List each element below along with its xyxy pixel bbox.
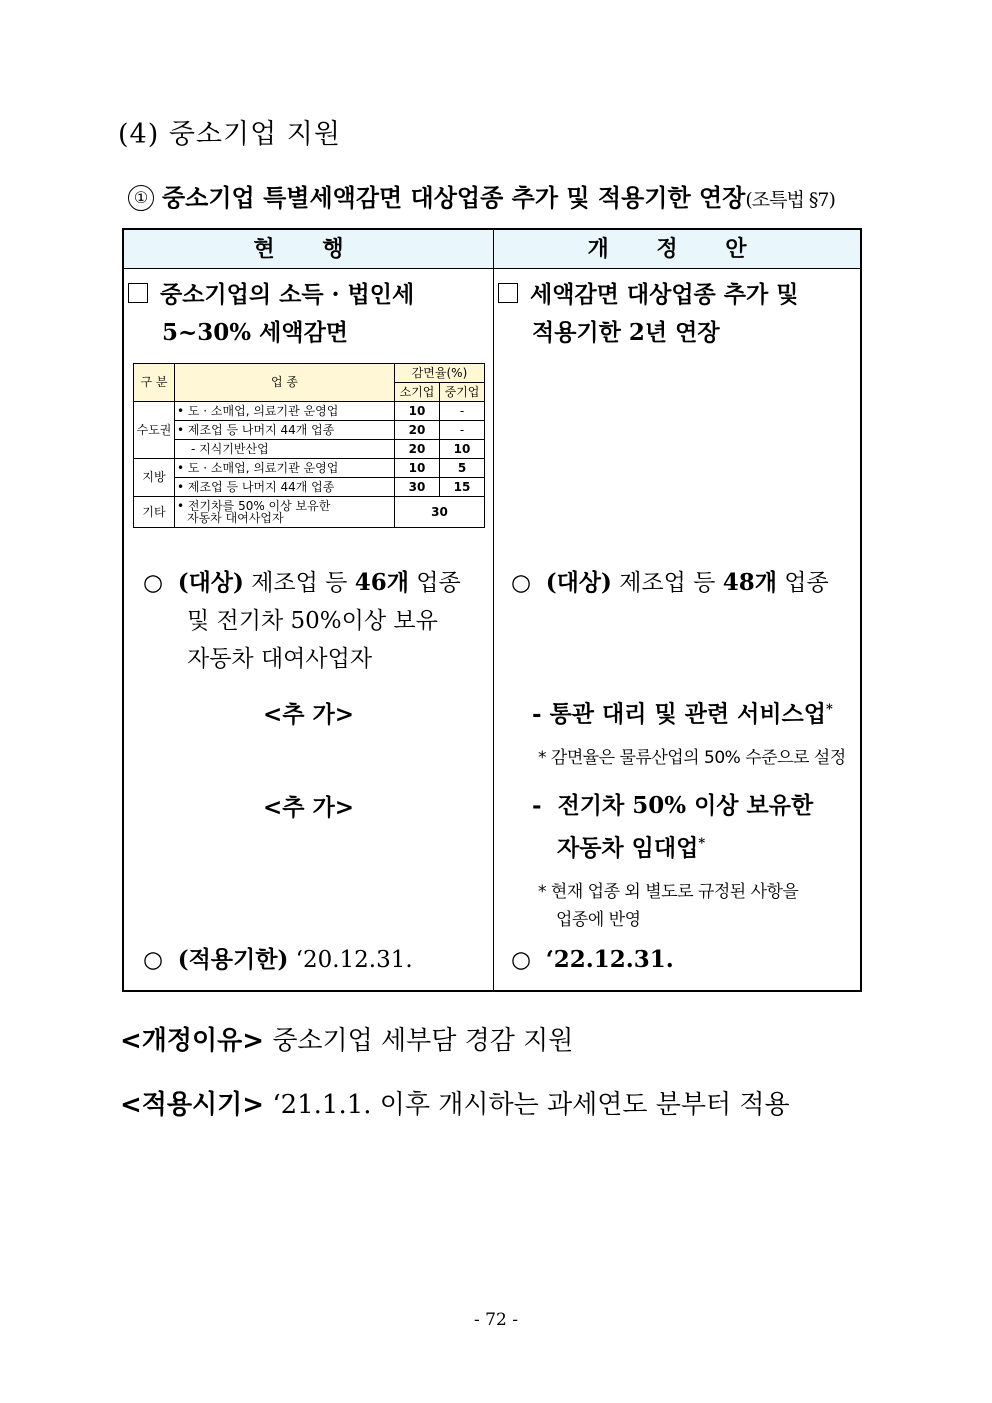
section-title: (4) 중소기업 지원 xyxy=(118,119,341,150)
revision-reason-text: 중소기업 세부담 경감 지원 xyxy=(272,1026,574,1056)
subsection-title-text: 중소기업 특별세액감면 대상업종 추가 및 적용기한 연장 xyxy=(162,183,746,212)
rate-combined: 30 xyxy=(395,497,485,528)
rate-industry: - 지식기반산업 xyxy=(175,440,395,459)
revised-lead-line2: 적용기한 2년 연장 xyxy=(532,319,720,346)
revised-target-count: 48개 xyxy=(722,569,777,596)
rate-industry-line1: • 전기차를 50% 이상 보유한 xyxy=(177,499,331,513)
table-row xyxy=(134,478,485,497)
rate-table-col-medium: 중기업 xyxy=(440,383,485,402)
revised-note2-line2: 업종에 반영 xyxy=(556,910,641,930)
revised-lead xyxy=(498,276,860,352)
revised-item2-dash: - xyxy=(532,792,542,819)
header-current: 현 행 xyxy=(253,236,364,262)
checkbox-square-icon xyxy=(128,283,148,303)
rate-industry xyxy=(175,497,395,528)
rate-medium: 10 xyxy=(440,440,485,459)
revision-reason-label: <개정이유> xyxy=(120,1026,265,1056)
revised-target-text-b: 업종 xyxy=(784,570,829,596)
current-lead xyxy=(128,276,490,352)
revised-note-1: * 감면율은 물류산업의 50% 수준으로 설정 xyxy=(538,748,846,768)
rate-group-regional: 지방 xyxy=(134,459,175,497)
revised-deadline-value: ‘22.12.31. xyxy=(545,946,674,973)
rate-industry: • 제조업 등 나머지 44개 업종 xyxy=(175,421,395,440)
rate-group-other: 기타 xyxy=(134,497,175,528)
revised-note2-line1: * 현재 업종 외 별도로 규정된 사항을 xyxy=(538,882,799,902)
current-target-line2: 및 전기차 50%이상 보유 xyxy=(187,608,438,634)
rate-table-col-category: 구 분 xyxy=(134,364,175,402)
revised-item1-mark: * xyxy=(826,702,833,717)
rate-small: 30 xyxy=(395,478,440,497)
current-deadline-label: (적용기한) xyxy=(177,946,289,973)
current-target-text-b: 업종 xyxy=(416,570,461,596)
current-add-2: <추 가> xyxy=(263,794,354,821)
subsection-ref: (조특법 §7) xyxy=(745,189,835,211)
current-target-label: (대상) xyxy=(177,569,244,596)
effective-date-label: <적용시기> xyxy=(120,1090,265,1120)
rate-medium: 5 xyxy=(440,459,485,478)
rate-small: 10 xyxy=(395,459,440,478)
current-target xyxy=(143,564,493,678)
table-row xyxy=(134,421,485,440)
rate-industry: • 도 · 소매업, 의료기관 운영업 xyxy=(175,459,395,478)
rate-table-col-industry: 업 종 xyxy=(175,364,395,402)
rate-group-capital: 수도권 xyxy=(134,402,175,459)
current-add-1: <추 가> xyxy=(263,701,354,728)
bullet-circle-icon: ○ xyxy=(511,947,532,973)
revised-note-2 xyxy=(538,878,798,934)
subsection-number: ① xyxy=(128,185,154,211)
table-row xyxy=(134,459,485,478)
rate-medium: 15 xyxy=(440,478,485,497)
rate-small: 10 xyxy=(395,402,440,421)
current-lead-line1: 중소기업의 소득 · 법인세 xyxy=(160,281,415,308)
revised-item-ev-rental xyxy=(532,787,813,868)
current-target-line3: 자동차 대여사업자 xyxy=(187,646,373,672)
subsection-title xyxy=(128,178,835,213)
table-row xyxy=(134,440,485,459)
table-row xyxy=(134,402,485,421)
rate-medium: - xyxy=(440,421,485,440)
current-target-text-a: 제조업 등 xyxy=(251,570,348,596)
rate-table-col-rate: 감면율(%) xyxy=(395,364,485,383)
bullet-circle-icon: ○ xyxy=(511,570,532,596)
revised-item1-text: 통관 대리 및 관련 서비스업 xyxy=(549,700,826,728)
revised-item1-dash: - xyxy=(532,700,542,728)
column-divider xyxy=(493,228,494,992)
revised-item2-line2: 자동차 임대업 xyxy=(557,834,699,862)
current-lead-line2: 5~30% 세액감면 xyxy=(162,319,349,346)
revised-item2-mark: * xyxy=(698,836,706,851)
revision-reason xyxy=(120,1020,573,1057)
revised-item-customs xyxy=(532,691,833,734)
current-target-count: 46개 xyxy=(354,569,409,596)
current-deadline-value: ‘20.12.31. xyxy=(295,947,413,973)
revised-target-label: (대상) xyxy=(545,569,612,596)
table-row xyxy=(134,497,485,528)
revised-deadline xyxy=(511,941,674,979)
effective-date-text: ‘21.1.1. 이후 개시하는 과세연도 분부터 적용 xyxy=(272,1090,790,1120)
rate-table-col-small: 소기업 xyxy=(395,383,440,402)
rate-industry: • 도 · 소매업, 의료기관 운영업 xyxy=(175,402,395,421)
checkbox-square-icon xyxy=(498,283,518,303)
rate-industry-line2: 자동차 대여사업자 xyxy=(187,511,284,525)
rate-small: 20 xyxy=(395,421,440,440)
current-deadline xyxy=(143,941,413,979)
rate-table xyxy=(133,363,485,528)
rate-small: 20 xyxy=(395,440,440,459)
bullet-circle-icon: ○ xyxy=(143,947,164,973)
rate-medium: - xyxy=(440,402,485,421)
revised-target xyxy=(511,564,829,602)
revised-target-text-a: 제조업 등 xyxy=(619,570,716,596)
revised-lead-line1: 세액감면 대상업종 추가 및 xyxy=(530,281,799,308)
effective-date xyxy=(120,1084,790,1121)
header-revised: 개 정 안 xyxy=(587,236,767,262)
page-number: - 72 - xyxy=(474,1310,518,1330)
rate-industry: • 제조업 등 나머지 44개 업종 xyxy=(175,478,395,497)
bullet-circle-icon: ○ xyxy=(143,570,164,596)
revised-item2-line1: 전기차 50% 이상 보유한 xyxy=(557,792,814,819)
